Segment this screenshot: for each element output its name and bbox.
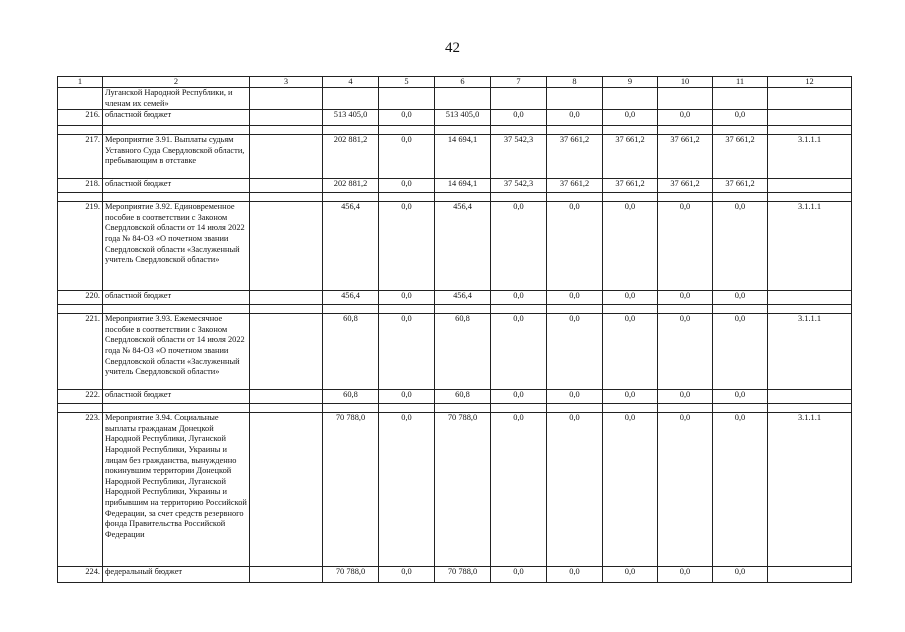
row-number-cell bbox=[58, 88, 103, 110]
table-row bbox=[58, 413, 852, 567]
gap-cell bbox=[713, 126, 768, 135]
row-gap bbox=[58, 404, 852, 413]
target-code-cell bbox=[768, 567, 852, 583]
gap-cell bbox=[103, 305, 250, 314]
table-row bbox=[58, 135, 852, 179]
header-cell: 12 bbox=[768, 77, 852, 88]
target-code-cell: 3.1.1.1 bbox=[768, 202, 852, 291]
amount-cell-c6: 456,4 bbox=[435, 202, 491, 291]
item-name-cell: федеральный бюджет bbox=[103, 567, 250, 583]
amount-cell-c5 bbox=[379, 88, 435, 110]
table-row bbox=[58, 314, 852, 390]
amount-cell-c4: 456,4 bbox=[323, 291, 379, 305]
row-gap bbox=[58, 126, 852, 135]
gap-cell bbox=[491, 126, 547, 135]
gap-cell bbox=[379, 305, 435, 314]
gap-cell bbox=[547, 126, 603, 135]
gap-cell bbox=[323, 305, 379, 314]
amount-cell-c5: 0,0 bbox=[379, 179, 435, 193]
amount-cell-c9: 37 661,2 bbox=[603, 179, 658, 193]
table-row bbox=[58, 110, 852, 126]
amount-cell-c4 bbox=[323, 88, 379, 110]
amount-cell-c8: 0,0 bbox=[547, 390, 603, 404]
amount-cell-c6 bbox=[435, 88, 491, 110]
gap-cell bbox=[435, 193, 491, 202]
header-cell: 9 bbox=[603, 77, 658, 88]
gap-cell bbox=[547, 305, 603, 314]
amount-cell-c11: 37 661,2 bbox=[713, 135, 768, 179]
row-number-cell: 223. bbox=[58, 413, 103, 567]
gap-cell bbox=[768, 193, 852, 202]
amount-cell-c9: 0,0 bbox=[603, 413, 658, 567]
target-code-cell bbox=[768, 390, 852, 404]
amount-cell-c8: 0,0 bbox=[547, 110, 603, 126]
gap-cell bbox=[491, 305, 547, 314]
header-cell: 10 bbox=[658, 77, 713, 88]
gap-cell bbox=[768, 404, 852, 413]
amount-cell-c11: 0,0 bbox=[713, 314, 768, 390]
amount-cell-c10: 0,0 bbox=[658, 110, 713, 126]
row-gap bbox=[58, 305, 852, 314]
item-name-cell: областной бюджет bbox=[103, 179, 250, 193]
header-cell: 1 bbox=[58, 77, 103, 88]
amount-cell-c11: 0,0 bbox=[713, 291, 768, 305]
amount-cell-c4: 202 881,2 bbox=[323, 179, 379, 193]
page-number: 42 bbox=[445, 40, 460, 56]
amount-cell-c8: 0,0 bbox=[547, 413, 603, 567]
gap-cell bbox=[491, 404, 547, 413]
amount-cell-c7: 0,0 bbox=[491, 291, 547, 305]
gap-cell bbox=[323, 126, 379, 135]
gap-cell bbox=[58, 305, 103, 314]
row-gap bbox=[58, 193, 852, 202]
gap-cell bbox=[435, 126, 491, 135]
amount-cell-c3 bbox=[250, 202, 323, 291]
table-row bbox=[58, 202, 852, 291]
item-name-cell: областной бюджет bbox=[103, 291, 250, 305]
amount-cell-c4: 456,4 bbox=[323, 202, 379, 291]
gap-cell bbox=[713, 193, 768, 202]
amount-cell-c7: 0,0 bbox=[491, 314, 547, 390]
row-number-cell: 218. bbox=[58, 179, 103, 193]
amount-cell-c6: 456,4 bbox=[435, 291, 491, 305]
gap-cell bbox=[603, 193, 658, 202]
amount-cell-c8: 37 661,2 bbox=[547, 179, 603, 193]
gap-cell bbox=[250, 305, 323, 314]
gap-cell bbox=[323, 193, 379, 202]
item-name-cell: Мероприятие 3.91. Выплаты судьям Уставного Суда Свердловской области, пребывающим в отставке bbox=[103, 135, 250, 179]
gap-cell bbox=[713, 404, 768, 413]
amount-cell-c10: 0,0 bbox=[658, 413, 713, 567]
table-header-row bbox=[58, 77, 852, 88]
row-number-cell: 219. bbox=[58, 202, 103, 291]
amount-cell-c5: 0,0 bbox=[379, 135, 435, 179]
amount-cell-c7: 0,0 bbox=[491, 202, 547, 291]
amount-cell-c5: 0,0 bbox=[379, 413, 435, 567]
gap-cell bbox=[547, 193, 603, 202]
gap-cell bbox=[435, 305, 491, 314]
target-code-cell: 3.1.1.1 bbox=[768, 135, 852, 179]
gap-cell bbox=[103, 404, 250, 413]
gap-cell bbox=[603, 404, 658, 413]
row-number-cell: 220. bbox=[58, 291, 103, 305]
amount-cell-c9: 0,0 bbox=[603, 390, 658, 404]
amount-cell-c11: 0,0 bbox=[713, 110, 768, 126]
header-cell: 2 bbox=[103, 77, 250, 88]
gap-cell bbox=[603, 305, 658, 314]
gap-cell bbox=[58, 193, 103, 202]
amount-cell-c5: 0,0 bbox=[379, 314, 435, 390]
table-row bbox=[58, 390, 852, 404]
amount-cell-c7: 0,0 bbox=[491, 390, 547, 404]
header-cell: 5 bbox=[379, 77, 435, 88]
amount-cell-c10: 0,0 bbox=[658, 314, 713, 390]
amount-cell-c7: 0,0 bbox=[491, 110, 547, 126]
table-row bbox=[58, 291, 852, 305]
gap-cell bbox=[103, 193, 250, 202]
amount-cell-c4: 60,8 bbox=[323, 390, 379, 404]
amount-cell-c3 bbox=[250, 314, 323, 390]
gap-cell bbox=[435, 404, 491, 413]
gap-cell bbox=[658, 404, 713, 413]
amount-cell-c7: 37 542,3 bbox=[491, 135, 547, 179]
gap-cell bbox=[58, 404, 103, 413]
amount-cell-c7: 37 542,3 bbox=[491, 179, 547, 193]
item-name-cell: Мероприятие 3.93. Ежемесячное пособие в соответствии с Законом Свердловской области от 14 июля 2022 года № 84-ОЗ «О почетном звании Свердловской области «Заслуженный учитель Свердловской области» bbox=[103, 314, 250, 390]
target-code-cell bbox=[768, 179, 852, 193]
gap-cell bbox=[379, 193, 435, 202]
header-cell: 11 bbox=[713, 77, 768, 88]
gap-cell bbox=[713, 305, 768, 314]
amount-cell-c6: 60,8 bbox=[435, 390, 491, 404]
row-number-cell: 216. bbox=[58, 110, 103, 126]
amount-cell-c4: 513 405,0 bbox=[323, 110, 379, 126]
item-name-cell: Мероприятие 3.94. Социальные выплаты гражданам Донецкой Народной Республики, Луганской Народной Республики, Украины и лицам без гражданства, вынужденно покинувшим территории Донецкой Народной Республики, Луганской Народной Республики, Украины и прибывшим на территорию Российской Федерации, за счет средств резервного фонда Правительства Российской Федерации bbox=[103, 413, 250, 567]
amount-cell-c8: 0,0 bbox=[547, 314, 603, 390]
gap-cell bbox=[547, 404, 603, 413]
header-cell: 8 bbox=[547, 77, 603, 88]
gap-cell bbox=[768, 126, 852, 135]
amount-cell-c5: 0,0 bbox=[379, 567, 435, 583]
amount-cell-c8: 0,0 bbox=[547, 202, 603, 291]
gap-cell bbox=[323, 404, 379, 413]
gap-cell bbox=[658, 193, 713, 202]
amount-cell-c3 bbox=[250, 413, 323, 567]
table-row bbox=[58, 179, 852, 193]
amount-cell-c4: 202 881,2 bbox=[323, 135, 379, 179]
amount-cell-c4: 60,8 bbox=[323, 314, 379, 390]
amount-cell-c5: 0,0 bbox=[379, 202, 435, 291]
gap-cell bbox=[768, 305, 852, 314]
amount-cell-c11: 37 661,2 bbox=[713, 179, 768, 193]
header-cell: 6 bbox=[435, 77, 491, 88]
amount-cell-c6: 60,8 bbox=[435, 314, 491, 390]
amount-cell-c9: 0,0 bbox=[603, 291, 658, 305]
amount-cell-c10: 0,0 bbox=[658, 390, 713, 404]
amount-cell-c6: 70 788,0 bbox=[435, 567, 491, 583]
gap-cell bbox=[379, 404, 435, 413]
amount-cell-c9: 0,0 bbox=[603, 202, 658, 291]
amount-cell-c6: 513 405,0 bbox=[435, 110, 491, 126]
table-row bbox=[58, 567, 852, 583]
amount-cell-c11 bbox=[713, 88, 768, 110]
gap-cell bbox=[658, 305, 713, 314]
amount-cell-c4: 70 788,0 bbox=[323, 413, 379, 567]
amount-cell-c10 bbox=[658, 88, 713, 110]
amount-cell-c9 bbox=[603, 88, 658, 110]
header-cell: 4 bbox=[323, 77, 379, 88]
target-code-cell bbox=[768, 291, 852, 305]
amount-cell-c10: 0,0 bbox=[658, 202, 713, 291]
amount-cell-c10: 37 661,2 bbox=[658, 135, 713, 179]
gap-cell bbox=[658, 126, 713, 135]
amount-cell-c11: 0,0 bbox=[713, 413, 768, 567]
item-name-cell: Луганской Народной Республики, и членам их семей» bbox=[103, 88, 250, 110]
row-number-cell: 222. bbox=[58, 390, 103, 404]
row-number-cell: 221. bbox=[58, 314, 103, 390]
amount-cell-c6: 14 694,1 bbox=[435, 179, 491, 193]
amount-cell-c5: 0,0 bbox=[379, 291, 435, 305]
amount-cell-c8: 37 661,2 bbox=[547, 135, 603, 179]
amount-cell-c3 bbox=[250, 390, 323, 404]
item-name-cell: Мероприятие 3.92. Единовременное пособие в соответствии с Законом Свердловской области от 14 июля 2022 года № 84-ОЗ «О почетном звании Свердловской области «Заслуженный учитель Свердловской области» bbox=[103, 202, 250, 291]
header-cell: 7 bbox=[491, 77, 547, 88]
table-body bbox=[58, 77, 852, 583]
amount-cell-c7 bbox=[491, 88, 547, 110]
amount-cell-c10: 37 661,2 bbox=[658, 179, 713, 193]
amount-cell-c9: 0,0 bbox=[603, 567, 658, 583]
budget-table bbox=[57, 76, 852, 583]
amount-cell-c3 bbox=[250, 110, 323, 126]
row-number-cell: 217. bbox=[58, 135, 103, 179]
amount-cell-c3 bbox=[250, 567, 323, 583]
amount-cell-c7: 0,0 bbox=[491, 413, 547, 567]
amount-cell-c8: 0,0 bbox=[547, 291, 603, 305]
amount-cell-c4: 70 788,0 bbox=[323, 567, 379, 583]
table-row bbox=[58, 88, 852, 110]
amount-cell-c5: 0,0 bbox=[379, 390, 435, 404]
gap-cell bbox=[250, 126, 323, 135]
amount-cell-c10: 0,0 bbox=[658, 291, 713, 305]
amount-cell-c3 bbox=[250, 88, 323, 110]
gap-cell bbox=[379, 126, 435, 135]
amount-cell-c9: 0,0 bbox=[603, 110, 658, 126]
amount-cell-c10: 0,0 bbox=[658, 567, 713, 583]
amount-cell-c11: 0,0 bbox=[713, 390, 768, 404]
item-name-cell: областной бюджет bbox=[103, 390, 250, 404]
amount-cell-c11: 0,0 bbox=[713, 567, 768, 583]
amount-cell-c7: 0,0 bbox=[491, 567, 547, 583]
gap-cell bbox=[491, 193, 547, 202]
target-code-cell: 3.1.1.1 bbox=[768, 413, 852, 567]
target-code-cell bbox=[768, 88, 852, 110]
gap-cell bbox=[103, 126, 250, 135]
amount-cell-c6: 70 788,0 bbox=[435, 413, 491, 567]
amount-cell-c11: 0,0 bbox=[713, 202, 768, 291]
amount-cell-c3 bbox=[250, 135, 323, 179]
target-code-cell: 3.1.1.1 bbox=[768, 314, 852, 390]
gap-cell bbox=[603, 126, 658, 135]
gap-cell bbox=[58, 126, 103, 135]
gap-cell bbox=[250, 193, 323, 202]
amount-cell-c8 bbox=[547, 88, 603, 110]
target-code-cell bbox=[768, 110, 852, 126]
amount-cell-c9: 0,0 bbox=[603, 314, 658, 390]
gap-cell bbox=[250, 404, 323, 413]
row-number-cell: 224. bbox=[58, 567, 103, 583]
amount-cell-c9: 37 661,2 bbox=[603, 135, 658, 179]
header-cell: 3 bbox=[250, 77, 323, 88]
amount-cell-c6: 14 694,1 bbox=[435, 135, 491, 179]
item-name-cell: областной бюджет bbox=[103, 110, 250, 126]
amount-cell-c3 bbox=[250, 179, 323, 193]
amount-cell-c3 bbox=[250, 291, 323, 305]
amount-cell-c5: 0,0 bbox=[379, 110, 435, 126]
amount-cell-c8: 0,0 bbox=[547, 567, 603, 583]
